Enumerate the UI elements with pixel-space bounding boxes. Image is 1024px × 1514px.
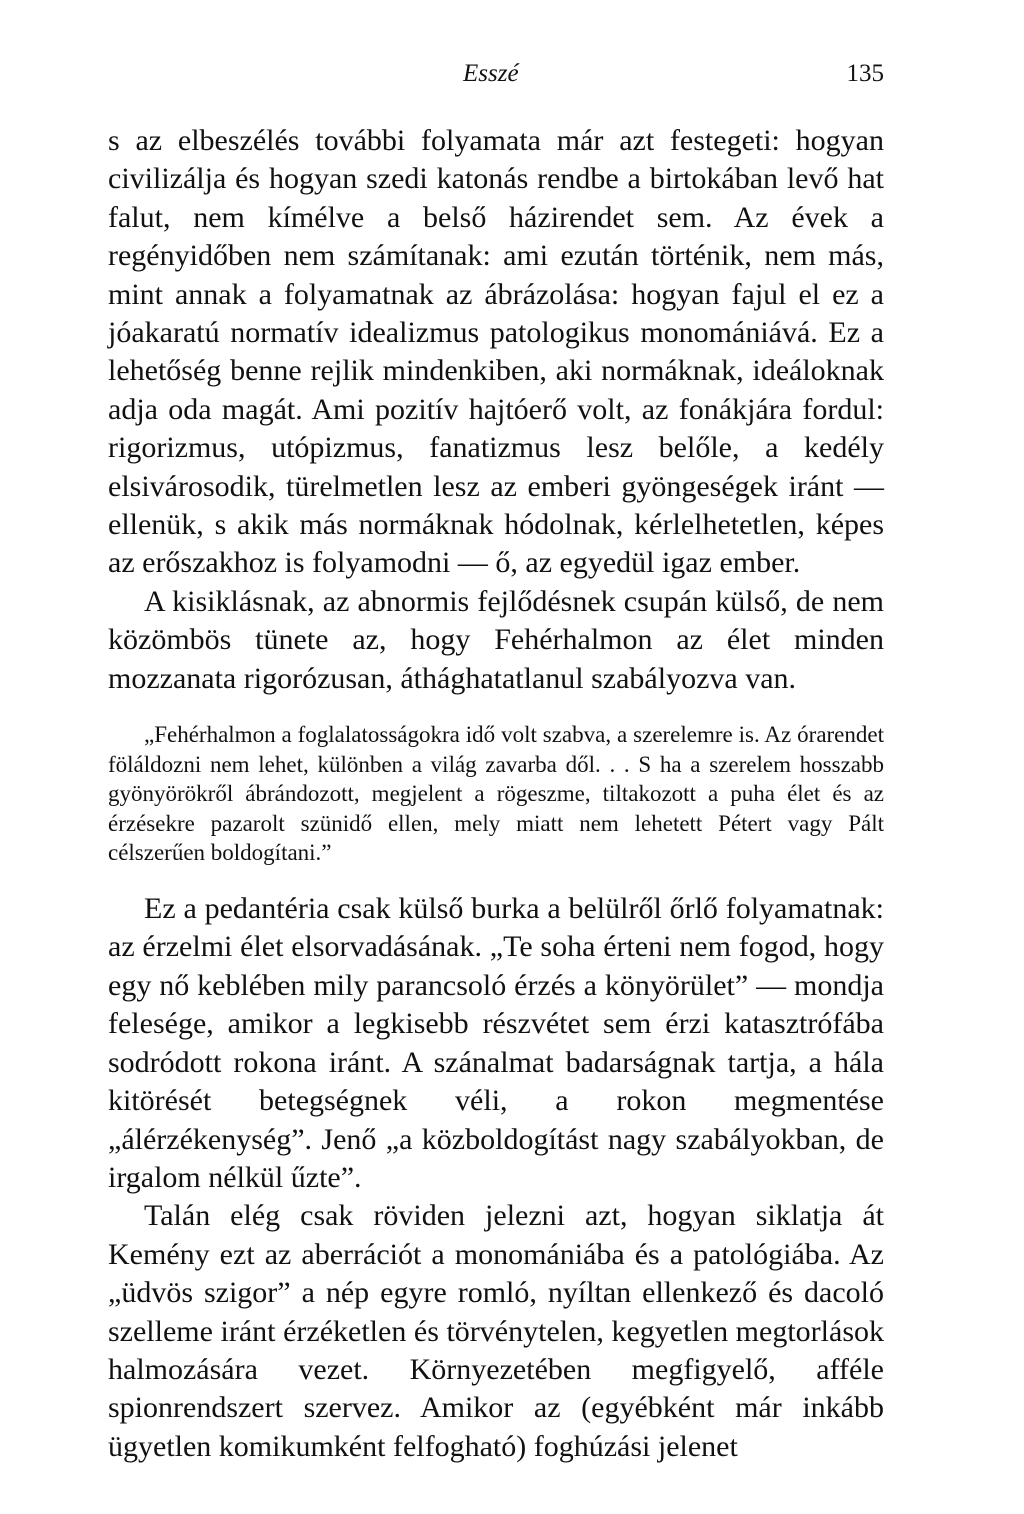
book-page bbox=[108, 60, 884, 1466]
paragraph: Ez a pedantéria csak külső burka a belülről őrlő folyamatnak: az érzelmi élet elsorvadásának. „Te soha érteni nem fogod, hogy egy nő keblében mily parancsoló érzés a könyörület” — mondja felesége, amikor a legkisebb részvétet sem érzi katasztrófába sodródott rokona iránt. A szánalmat badarságnak tartja, a hála kitörését betegségnek véli, a rokon megmentése „álérzékenység”. Jenő „a közboldogítást nagy szabályokban, de irgalom nélkül űzte”. bbox=[108, 892, 884, 1194]
body-text bbox=[108, 122, 884, 1466]
paragraph: Talán elég csak röviden jelezni azt, hogyan siklatja át Kemény ezt az aberrációt a monomániába és a patológiába. Az „üdvös szigor” a nép egyre romló, nyíltan ellenkező és dacoló szelleme iránt érzéketlen és törvénytelen, kegyetlen megtorlások halmozására vezet. Környezetében megfigyelő, afféle spionrendszert szervez. Amikor az (egyébként már inkább ügyetlen komikumként felfogható) foghúzási jelenet bbox=[108, 1199, 884, 1463]
paragraph: A kisiklásnak, az abnormis fejlődésnek csupán külső, de nem közömbös tünete az, hogy Fehérhalmon az élet minden mozzanata rigorózusan, áthághatatlanul szabályozva van. bbox=[108, 584, 884, 695]
page-number: 135 bbox=[846, 60, 884, 87]
paragraph-continuation: s az elbeszélés további folyamata már azt festegeti: hogyan civilizálja és hogyan szedi katonás rendbe a birtokában levő hat falut, nem kímélve a belső házirendet sem. Az évek a regényidőben nem számítanak: ami ezután történik, nem más, mint annak a folyamatnak az ábrázolása: hogyan fajul el ez a jóakaratú normatív idealizmus patologikus monomániává. Ez a lehetőség benne rejlik mindenkiben, aki normáknak, ideáloknak adja oda magát. Ami pozitív hajtóerő volt, az fonákjára fordul: rigorizmus, utópizmus, fanatizmus lesz belőle, a kedély elsivárosodik, türelmetlen lesz az emberi gyöngeségek iránt — ellenük, s akik más normáknak hódolnak, kérlelhetetlen, képes az erőszakhoz is folyamodni — ő, az egyedül igaz ember. bbox=[108, 124, 884, 580]
running-title: Esszé bbox=[463, 60, 519, 87]
block-quote: „Fehérhalmon a foglalatosságokra idő volt szabva, a szerelemre is. Az órarendet föláldozni nem lehet, különben a világ zavarba dől. . . S ha a szerelem hosszabb gyönyörökről ábrándozott, megjelent a rögeszme, tiltakozott a puha élet és az érzésekre pazarolt szünidő ellen, mely miatt nem lehetett Pétert vagy Pált célszerűen boldogítani.” bbox=[108, 722, 884, 866]
running-head bbox=[108, 60, 884, 100]
